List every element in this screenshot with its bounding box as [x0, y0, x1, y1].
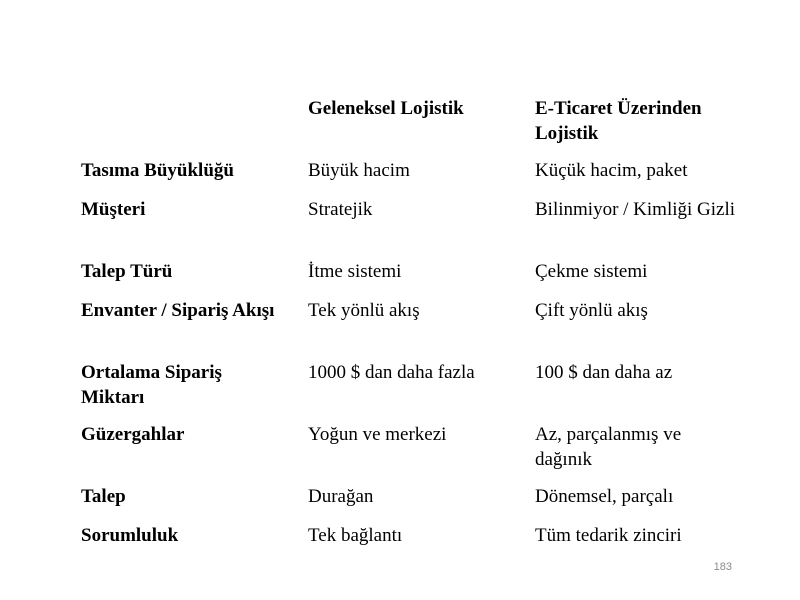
traditional-cell: Yoğun ve merkezi [308, 424, 447, 445]
table-body [71, 154, 751, 558]
traditional-cell: Tek yönlü akış [308, 300, 420, 321]
row-label: Güzergahlar [81, 424, 185, 445]
header-traditional-logistics: Geleneksel Lojistik [308, 98, 464, 119]
ecommerce-cell: Çift yönlü akış [535, 300, 648, 321]
header-ecommerce-logistics: E-Ticaret Üzerinden Lojistik [535, 98, 702, 144]
ecommerce-cell: Dönemsel, parçalı [535, 486, 674, 507]
traditional-cell: Tek bağlantı [308, 525, 403, 546]
row-label: Talep [81, 486, 126, 507]
ecommerce-cell: Çekme sistemi [535, 261, 648, 282]
table-row [71, 294, 751, 356]
table-row [71, 255, 751, 294]
page-number: 183 [713, 561, 732, 573]
table-row [71, 154, 751, 193]
table-row [71, 356, 751, 418]
row-label: Tasıma Büyüklüğü [81, 160, 234, 181]
header-corner-cell [71, 92, 298, 154]
table-row [71, 519, 751, 558]
table-row [71, 418, 751, 480]
traditional-cell: 1000 $ dan daha fazla [308, 362, 475, 383]
ecommerce-cell: Bilinmiyor / Kimliği Gizli [535, 199, 736, 220]
traditional-cell: Durağan [308, 486, 374, 507]
row-label: Ortalama Sipariş Miktarı [81, 362, 222, 408]
ecommerce-cell: Az, parçalanmış ve dağınık [535, 424, 682, 470]
header-row [71, 92, 751, 154]
table-row [71, 193, 751, 255]
row-label: Envanter / Sipariş Akışı [81, 300, 275, 321]
ecommerce-cell: Tüm tedarik zinciri [535, 525, 682, 546]
comparison-table [71, 92, 751, 558]
row-label: Müşteri [81, 199, 146, 220]
traditional-cell: Stratejik [308, 199, 373, 220]
row-label: Sorumluluk [81, 525, 179, 546]
table-header [71, 92, 751, 154]
row-label: Talep Türü [81, 261, 173, 282]
ecommerce-cell: 100 $ dan daha az [535, 362, 673, 383]
table-row [71, 480, 751, 519]
traditional-cell: İtme sistemi [308, 261, 402, 282]
ecommerce-cell: Küçük hacim, paket [535, 160, 688, 181]
traditional-cell: Büyük hacim [308, 160, 410, 181]
